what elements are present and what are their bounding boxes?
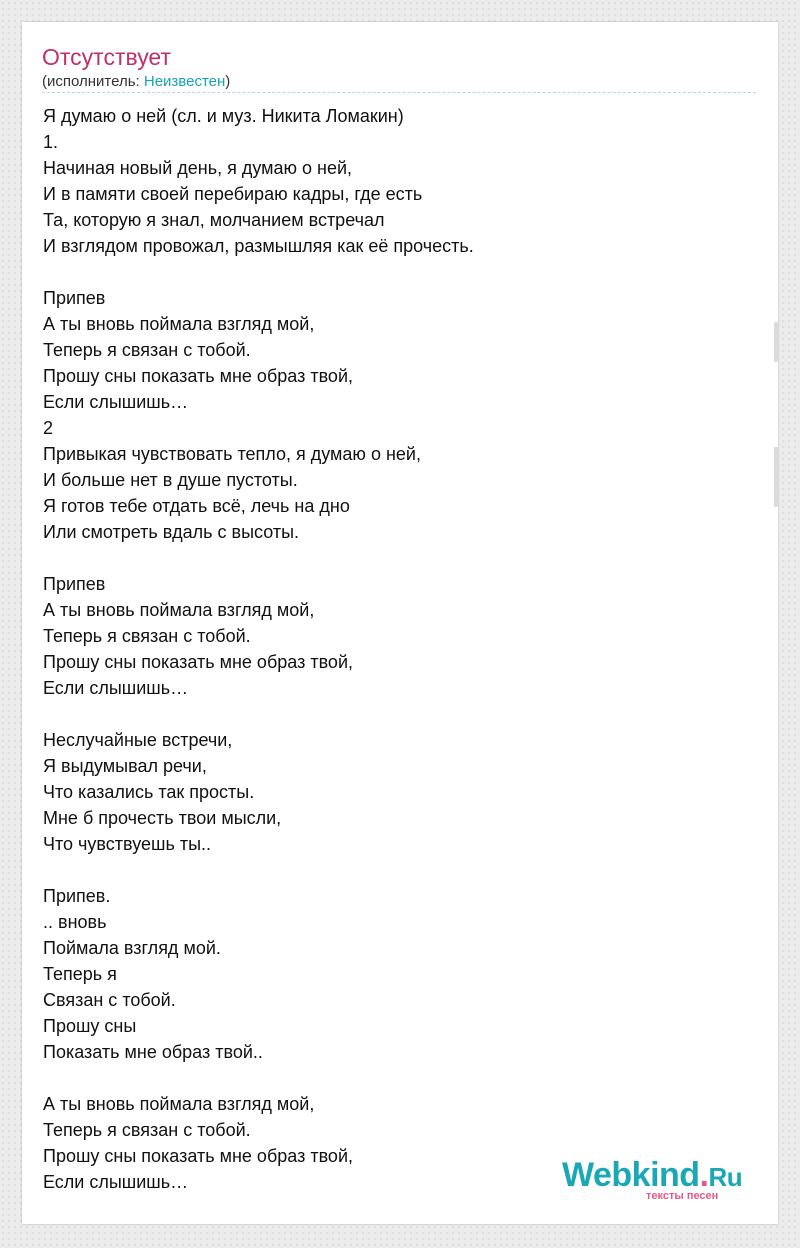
lyric-line: Теперь я связан с тобой. bbox=[43, 626, 251, 646]
logo-subtitle: тексты песен bbox=[646, 1190, 719, 1202]
lyric-line: Та, которую я знал, молчанием встречал bbox=[43, 210, 385, 230]
lyric-line: А ты вновь поймала взгляд мой, bbox=[43, 1094, 315, 1114]
lyric-line: Начиная новый день, я думаю о ней, bbox=[43, 158, 353, 178]
logo-ru-text: Ru bbox=[708, 1162, 743, 1192]
lyric-line: Если слышишь… bbox=[43, 678, 189, 698]
lyric-line: И взглядом провожал, размышляя как её прочесть. bbox=[43, 236, 474, 256]
logo-dot-text: . bbox=[699, 1156, 709, 1194]
lyric-line: Мне б прочесть твои мысли, bbox=[43, 808, 282, 828]
lyrics-text bbox=[43, 103, 743, 1195]
artist-link[interactable]: Неизвестен bbox=[143, 73, 226, 90]
lyric-line: Если слышишь… bbox=[43, 392, 189, 412]
lyric-blank-line bbox=[43, 701, 743, 727]
logo-web-text: Webkind bbox=[562, 1156, 700, 1194]
lyric-blank-line bbox=[43, 259, 743, 285]
lyric-line: Я выдумывал речи, bbox=[43, 756, 207, 776]
scroll-hint-upper bbox=[774, 322, 778, 362]
lyric-line: Показать мне образ твой.. bbox=[43, 1042, 263, 1062]
lyric-line: Теперь я bbox=[43, 964, 117, 984]
lyric-line: 1. bbox=[43, 132, 59, 152]
lyric-line: Связан с тобой. bbox=[43, 990, 176, 1010]
lyric-line: Теперь я связан с тобой. bbox=[43, 340, 251, 360]
lyric-line: Прошу сны показать мне образ твой, bbox=[43, 366, 353, 386]
lyric-line: И больше нет в душе пустоты. bbox=[43, 470, 298, 490]
song-title: Отсутствует bbox=[42, 44, 171, 70]
lyric-line: А ты вновь поймала взгляд мой, bbox=[43, 314, 315, 334]
lyric-line: Привыкая чувствовать тепло, я думаю о ней, bbox=[43, 444, 421, 464]
lyric-line: Я думаю о ней (сл. и муз. Никита Ломакин) bbox=[43, 106, 404, 126]
lyric-blank-line bbox=[43, 545, 743, 571]
lyric-line: И в памяти своей перебираю кадры, где есть bbox=[43, 184, 423, 204]
title-divider bbox=[42, 92, 756, 93]
lyric-line: Припев. bbox=[43, 886, 111, 906]
lyric-line: Прошу сны bbox=[43, 1016, 137, 1036]
lyric-line: Припев bbox=[43, 288, 106, 308]
lyric-line: Прошу сны показать мне образ твой, bbox=[43, 1146, 353, 1166]
lyric-line: Прошу сны показать мне образ твой, bbox=[43, 652, 353, 672]
lyric-line: Припев bbox=[43, 574, 106, 594]
lyric-line: .. вновь bbox=[43, 912, 107, 932]
artist-suffix: ) bbox=[225, 73, 231, 90]
lyrics-card bbox=[22, 22, 778, 1224]
lyric-line: Или смотреть вдаль с высоты. bbox=[43, 522, 300, 542]
webkind-logo[interactable] bbox=[562, 1156, 752, 1202]
lyric-line: Что казались так просты. bbox=[43, 782, 255, 802]
lyric-line: Что чувствуешь ты.. bbox=[43, 834, 212, 854]
artist-line bbox=[42, 73, 230, 91]
lyric-line: Если слышишь… bbox=[43, 1172, 189, 1192]
lyric-line: Неслучайные встречи, bbox=[43, 730, 233, 750]
lyric-line: Я готов тебе отдать всё, лечь на дно bbox=[43, 496, 350, 516]
lyric-line: 2 bbox=[43, 418, 54, 438]
lyric-line: Поймала взгляд мой. bbox=[43, 938, 221, 958]
lyric-blank-line bbox=[43, 1065, 743, 1091]
lyric-line: Теперь я связан с тобой. bbox=[43, 1120, 251, 1140]
scroll-hint-lower bbox=[774, 447, 778, 507]
lyric-line: А ты вновь поймала взгляд мой, bbox=[43, 600, 315, 620]
artist-prefix: (исполнитель: bbox=[42, 73, 144, 90]
lyric-blank-line bbox=[43, 857, 743, 883]
